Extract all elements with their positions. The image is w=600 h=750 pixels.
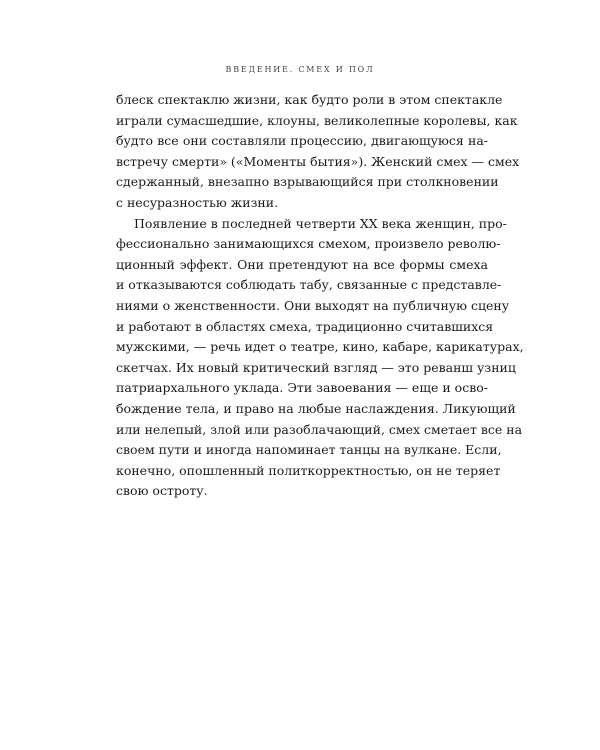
text-line: блеск спектаклю жизни, как будто роли в этом спектакле [116,92,503,107]
text-line: фессионально занимающихся смехом, произвело револю- [116,236,501,252]
text-line: мужскими, — речь идет о театре, кино, кабаре, карикатурах, [116,339,524,355]
running-head: ВВЕДЕНИЕ. СМЕХ И ПОЛ [225,65,375,74]
text-line: скетчах. Их новый критический взгляд — это реванш узниц [116,359,516,375]
text-line: будто все они составляли процессию, двигающуюся на- [116,133,488,149]
text-line: конечно, опошленный политкорректностью, он не теряет [116,462,501,478]
text-line: патриархального уклада. Эти завоевания — еще и осво- [116,380,488,396]
text-line: с несуразностью жизни. [116,194,279,210]
text-line: бождение тела, и право на любые наслаждения. Ликующий [116,400,516,416]
text-line: или нелепый, злой или разоблачающий, смех сметает все на [116,421,523,437]
text-line: ционный эффект. Они претендуют на все формы смеха [116,256,488,272]
text-line: и работают в областях смеха, традиционно считавшихся [116,318,494,334]
body-text [116,90,524,502]
text-line: ниями о женственности. Они выходят на публичную сцену [116,297,510,313]
text-line: свою остроту. [116,483,208,499]
text-line: своем пути и иногда напоминает танцы на вулкане. Если, [116,442,502,458]
paragraph-1 [116,90,520,214]
text-line: Появление в последней четверти XX века женщин, про- [134,215,507,231]
paragraph-2 [116,214,524,502]
text-line: сдержанный, внезапно взрывающийся при столкновении [116,174,499,190]
text-line: играли сумасшедшие, клоуны, великолепные королевы, как [116,112,518,128]
text-line: и отказываются соблюдать табу, связанные с представле- [116,277,502,293]
text-line: встречу смерти» («Моменты бытия»). Женский смех — смех [116,153,520,169]
